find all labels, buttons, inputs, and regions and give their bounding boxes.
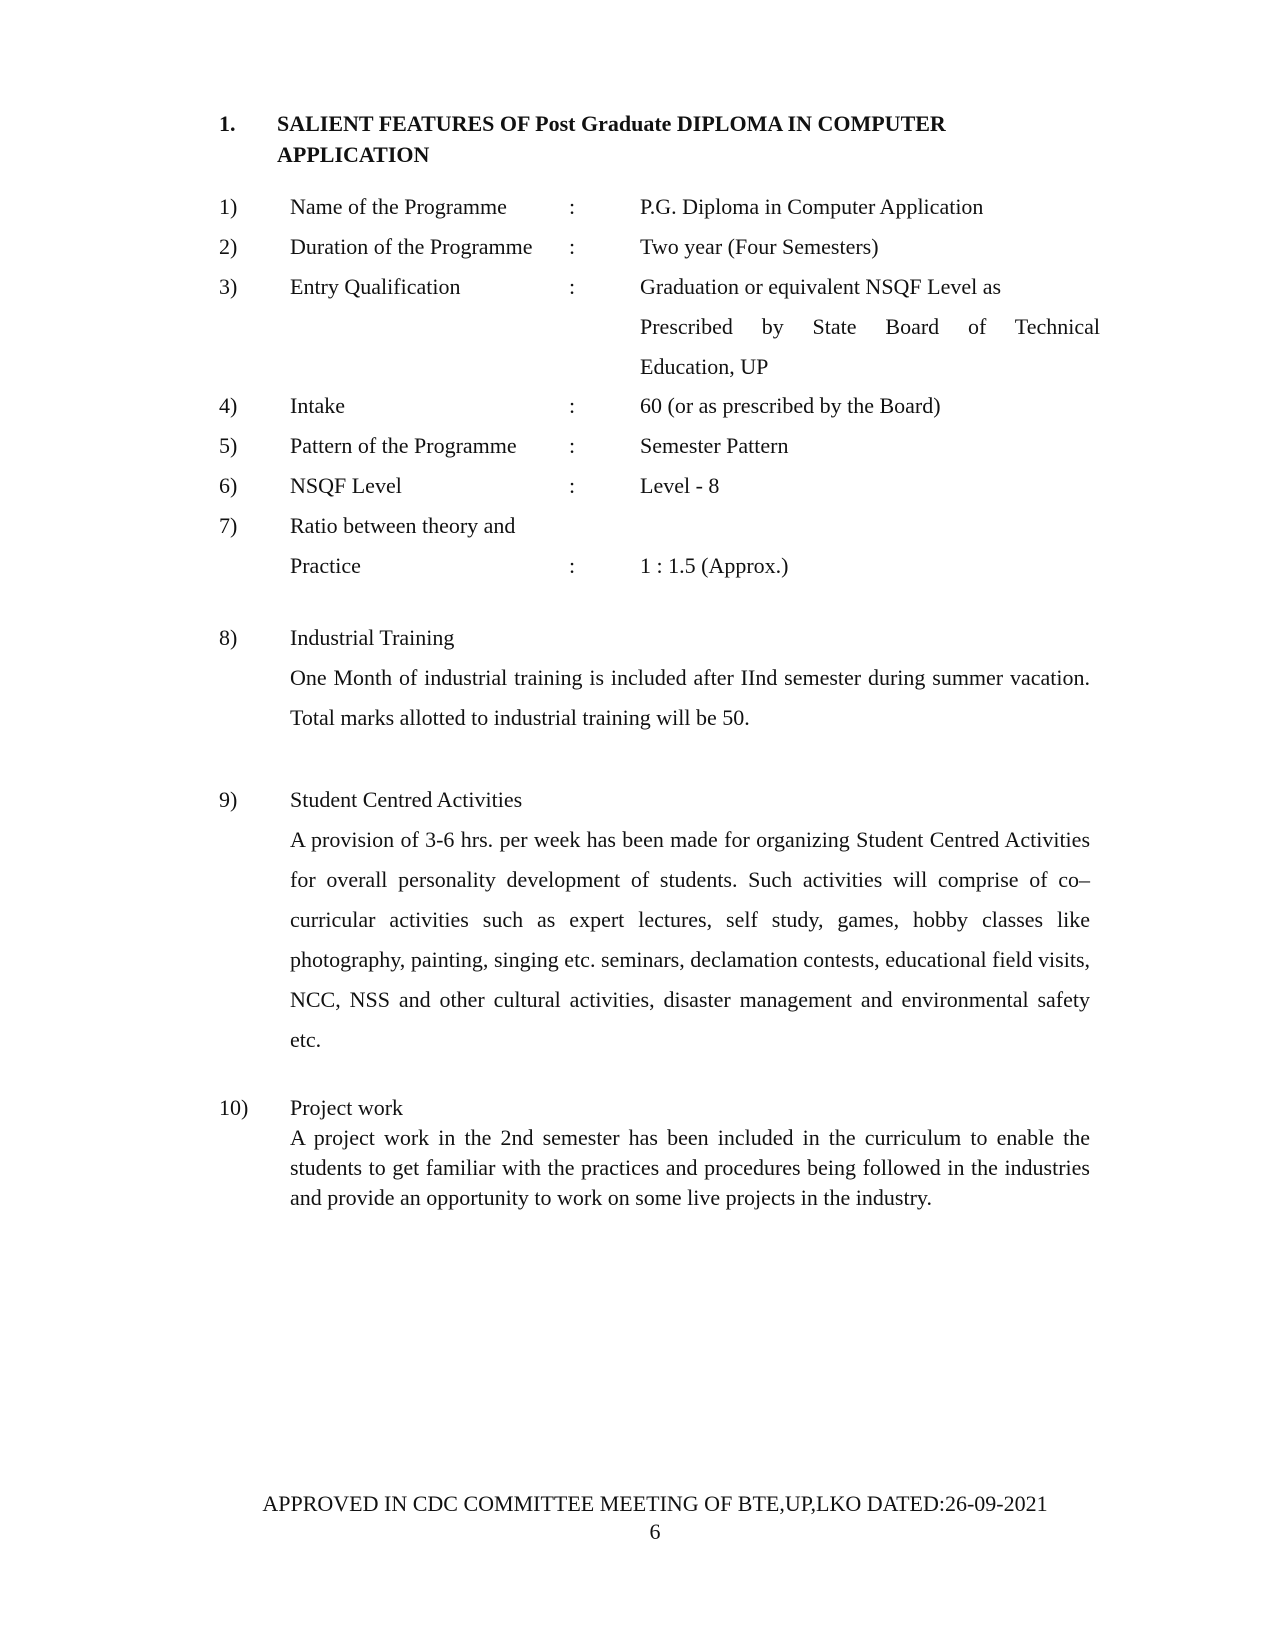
section-title: Industrial Training [290,625,455,650]
section-title: Project work [290,1095,404,1120]
feature-value: Two year (Four Semesters) [640,234,879,259]
heading-number: 1. [219,111,236,136]
page-number: 6 [649,1519,661,1544]
feature-value-line: Graduation or equivalent NSQF Level as [640,274,1002,299]
feature-label: Intake [290,393,345,418]
feature-number: 7) [219,513,238,538]
feature-label: NSQF Level [290,473,402,498]
feature-value: P.G. Diploma in Computer Application [640,194,984,219]
feature-value: 60 (or as prescribed by the Board) [640,393,941,418]
feature-colon: : [569,194,576,219]
section-body: A project work in the 2nd semester has been included in the curriculum to enable the students to get familiar with the practices and procedures being followed in the industries and provide an opportunity to work on some live projects in the industry. [290,1125,1090,1210]
feature-colon: : [569,393,576,418]
feature-number: 6) [219,473,238,498]
feature-number: 5) [219,433,238,458]
feature-colon: : [569,553,576,578]
heading-title: SALIENT FEATURES OF Post Graduate DIPLOMA IN COMPUTER APPLICATION [277,111,946,167]
feature-label: Ratio between theory and [290,513,516,538]
feature-label: Pattern of the Programme [290,433,517,458]
section-title: Student Centred Activities [290,787,523,812]
feature-colon: : [569,473,576,498]
section-body: One Month of industrial training is included after IInd semester during summer vacation. Total marks allotted to industrial training will be 50. [290,665,1090,730]
section-body: A provision of 3-6 hrs. per week has been made for organizing Student Centred Activities for overall personality development of students. Such activities will comprise of co–curricular activities such as expert lectures, self study, games, hobby classes like photography, painting, singing etc. seminars, declamation contests, educational field visits, NCC, NSS and other cultural activities, disaster management and environmental safety etc. [290,827,1090,1052]
feature-label: Practice [290,553,361,578]
feature-value: 1 : 1.5 (Approx.) [640,553,789,578]
approval-note: APPROVED IN CDC COMMITTEE MEETING OF BTE,UP,LKO DATED:26-09-2021 [262,1491,1048,1516]
page-footer [0,1490,1275,1546]
feature-value-line: Prescribed by State Board of Technical [640,314,1100,339]
section-number: 10) [219,1095,249,1120]
section-number: 9) [219,787,238,812]
feature-number: 1) [219,194,238,219]
feature-value-line: Education, UP [640,354,769,379]
feature-colon: : [569,234,576,259]
feature-label: Duration of the Programme [290,234,533,259]
feature-colon: : [569,274,576,299]
feature-number: 4) [219,393,238,418]
feature-label: Name of the Programme [290,194,507,219]
feature-label: Entry Qualification [290,274,461,299]
feature-value [640,267,1100,387]
feature-number: 2) [219,234,238,259]
section-number: 8) [219,625,238,650]
feature-number: 3) [219,274,238,299]
feature-value: Level - 8 [640,473,720,498]
feature-colon: : [569,433,576,458]
feature-value: Semester Pattern [640,433,789,458]
